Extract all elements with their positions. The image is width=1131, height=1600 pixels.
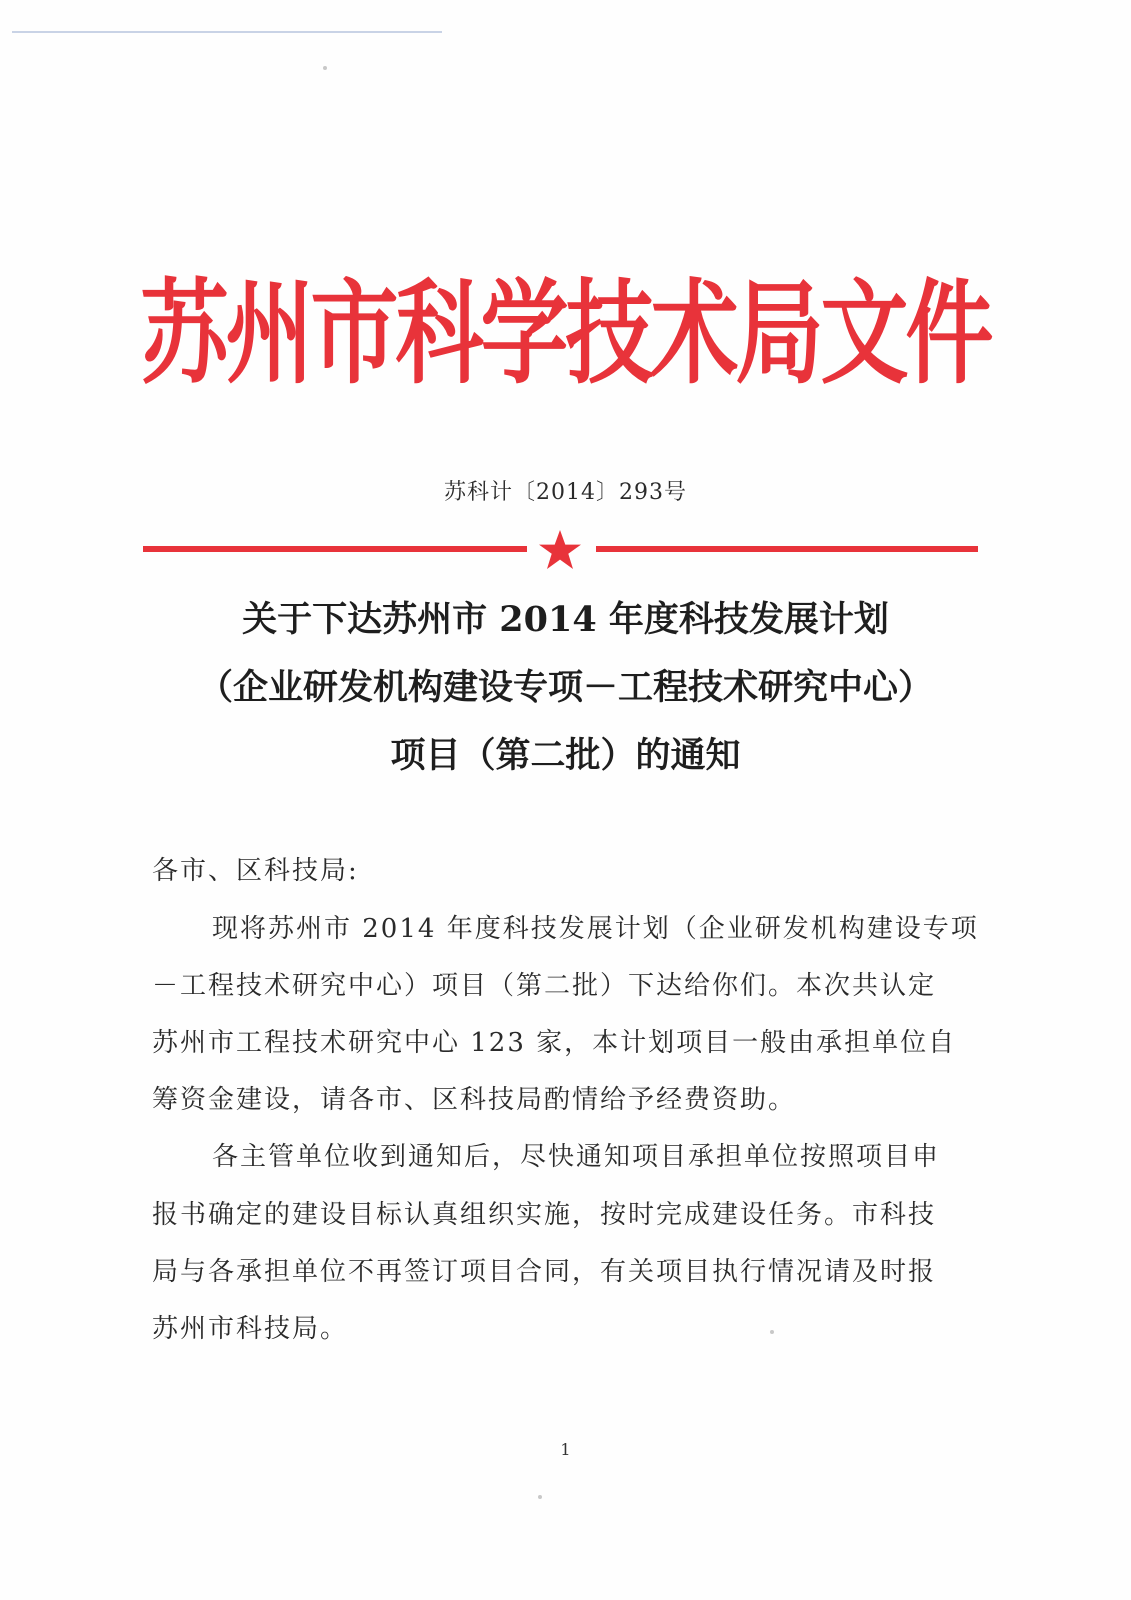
notice-title-line: （企业研发机构建设专项－工程技术研究中心） bbox=[197, 667, 933, 708]
header-rule-left bbox=[143, 546, 527, 552]
salutation: 各市、区科技局: bbox=[152, 856, 359, 886]
paragraph-line: 苏州市工程技术研究中心 123 家，本计划项目一般由承担单位自 bbox=[152, 1028, 957, 1058]
scan-artifact-dot bbox=[323, 66, 327, 70]
paragraph-line: －工程技术研究中心）项目（第二批）下达给你们。本次共认定 bbox=[152, 971, 937, 1001]
header-rule-right bbox=[596, 546, 978, 552]
notice-title-line: 关于下达苏州市 2014 年度科技发展计划 bbox=[242, 599, 889, 640]
paragraph-line: 报书确定的建设目标认真组织实施，按时完成建设任务。市科技 bbox=[152, 1200, 937, 1230]
scan-artifact-dot bbox=[770, 1330, 774, 1334]
document-number: 苏科计〔2014〕293号 bbox=[444, 480, 687, 505]
scan-artifact-line bbox=[12, 31, 442, 33]
paragraph-line: 各主管单位收到通知后，尽快通知项目承担单位按照项目申 bbox=[212, 1142, 941, 1172]
paragraph-line: 现将苏州市 2014 年度科技发展计划（企业研发机构建设专项 bbox=[212, 914, 979, 944]
paragraph-line: 筹资金建设，请各市、区科技局酌情给予经费资助。 bbox=[152, 1085, 797, 1115]
red-star-icon bbox=[538, 529, 582, 571]
page-number: 1 bbox=[560, 1440, 571, 1459]
notice-title-line: 项目（第二批）的通知 bbox=[390, 735, 741, 776]
paragraph-line: 苏州市科技局。 bbox=[152, 1314, 349, 1344]
scan-artifact-dot bbox=[538, 1495, 542, 1499]
paragraph-line: 局与各承担单位不再签订项目合同，有关项目执行情况请及时报 bbox=[152, 1257, 937, 1287]
issuer-header-title: 苏州市科学技术局文件 bbox=[140, 267, 991, 400]
